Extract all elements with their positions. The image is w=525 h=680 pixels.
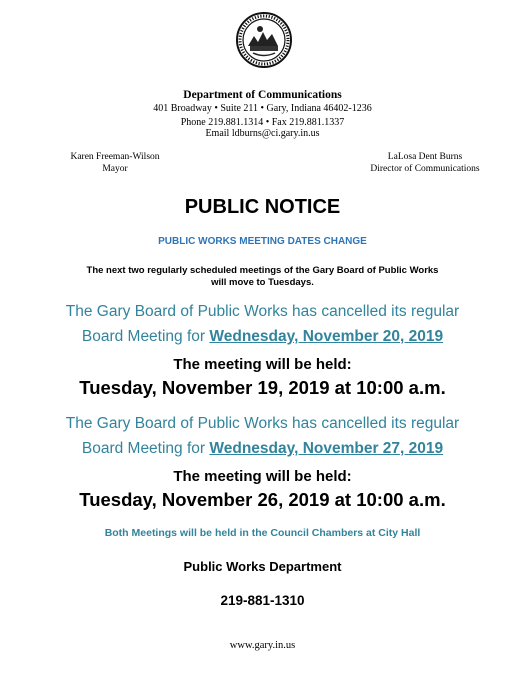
notice-intro <box>0 265 525 289</box>
public-works-department: Public Works Department <box>183 559 342 574</box>
department-phone: 219-881-1310 <box>220 593 305 608</box>
cancel-notice-1 <box>0 299 525 349</box>
meeting-location: Both Meetings will be held in the Council Chambers at City Hall <box>104 527 421 539</box>
city-seal-icon <box>236 12 292 68</box>
director-name: LaLosa Dent Burns <box>387 152 463 162</box>
mayor-name: Karen Freeman-Wilson <box>70 152 160 162</box>
cancel-line-1: The Gary Board of Public Works has cancelled its regular <box>65 303 460 320</box>
department-phone-fax: Phone 219.881.1314 • Fax 219.881.1337 <box>180 117 345 128</box>
new-meeting-datetime-1: Tuesday, November 19, 2019 at 10:00 a.m. <box>79 377 446 398</box>
intro-line-1: The next two regularly scheduled meetings of the Gary Board of Public Works <box>86 265 439 276</box>
new-meeting-datetime-2: Tuesday, November 26, 2019 at 10:00 a.m. <box>79 489 446 510</box>
website-link[interactable]: www.gary.in.us <box>229 640 296 651</box>
department-name: Department of Communications <box>183 89 342 101</box>
cancel-prefix: Board Meeting for <box>81 328 210 345</box>
cancelled-date: Wednesday, November 20, 2019 <box>209 328 444 345</box>
cancel-notice-2 <box>0 411 525 461</box>
cancelled-date: Wednesday, November 27, 2019 <box>209 440 444 457</box>
cancel-line-2 <box>0 436 525 461</box>
held-label-1: The meeting will be held: <box>173 356 352 373</box>
page-title: PUBLIC NOTICE <box>184 196 341 218</box>
intro-line-2: will move to Tuesdays. <box>211 277 314 288</box>
cancel-line-1: The Gary Board of Public Works has cancelled its regular <box>65 415 460 432</box>
mayor-title: Mayor <box>102 164 128 174</box>
notice-subtitle: PUBLIC WORKS MEETING DATES CHANGE <box>158 236 367 247</box>
department-address: 401 Broadway • Suite 211 • Gary, Indiana 46402-1236 <box>153 103 372 114</box>
director-signature-block <box>350 151 500 175</box>
director-title: Director of Communications <box>370 164 480 174</box>
cancel-prefix: Board Meeting for <box>81 440 210 457</box>
mayor-signature-block <box>60 151 170 175</box>
cancel-line-2 <box>0 324 525 349</box>
department-email: Email ldburns@ci.gary.in.us <box>205 128 320 139</box>
held-label-2: The meeting will be held: <box>173 468 352 485</box>
